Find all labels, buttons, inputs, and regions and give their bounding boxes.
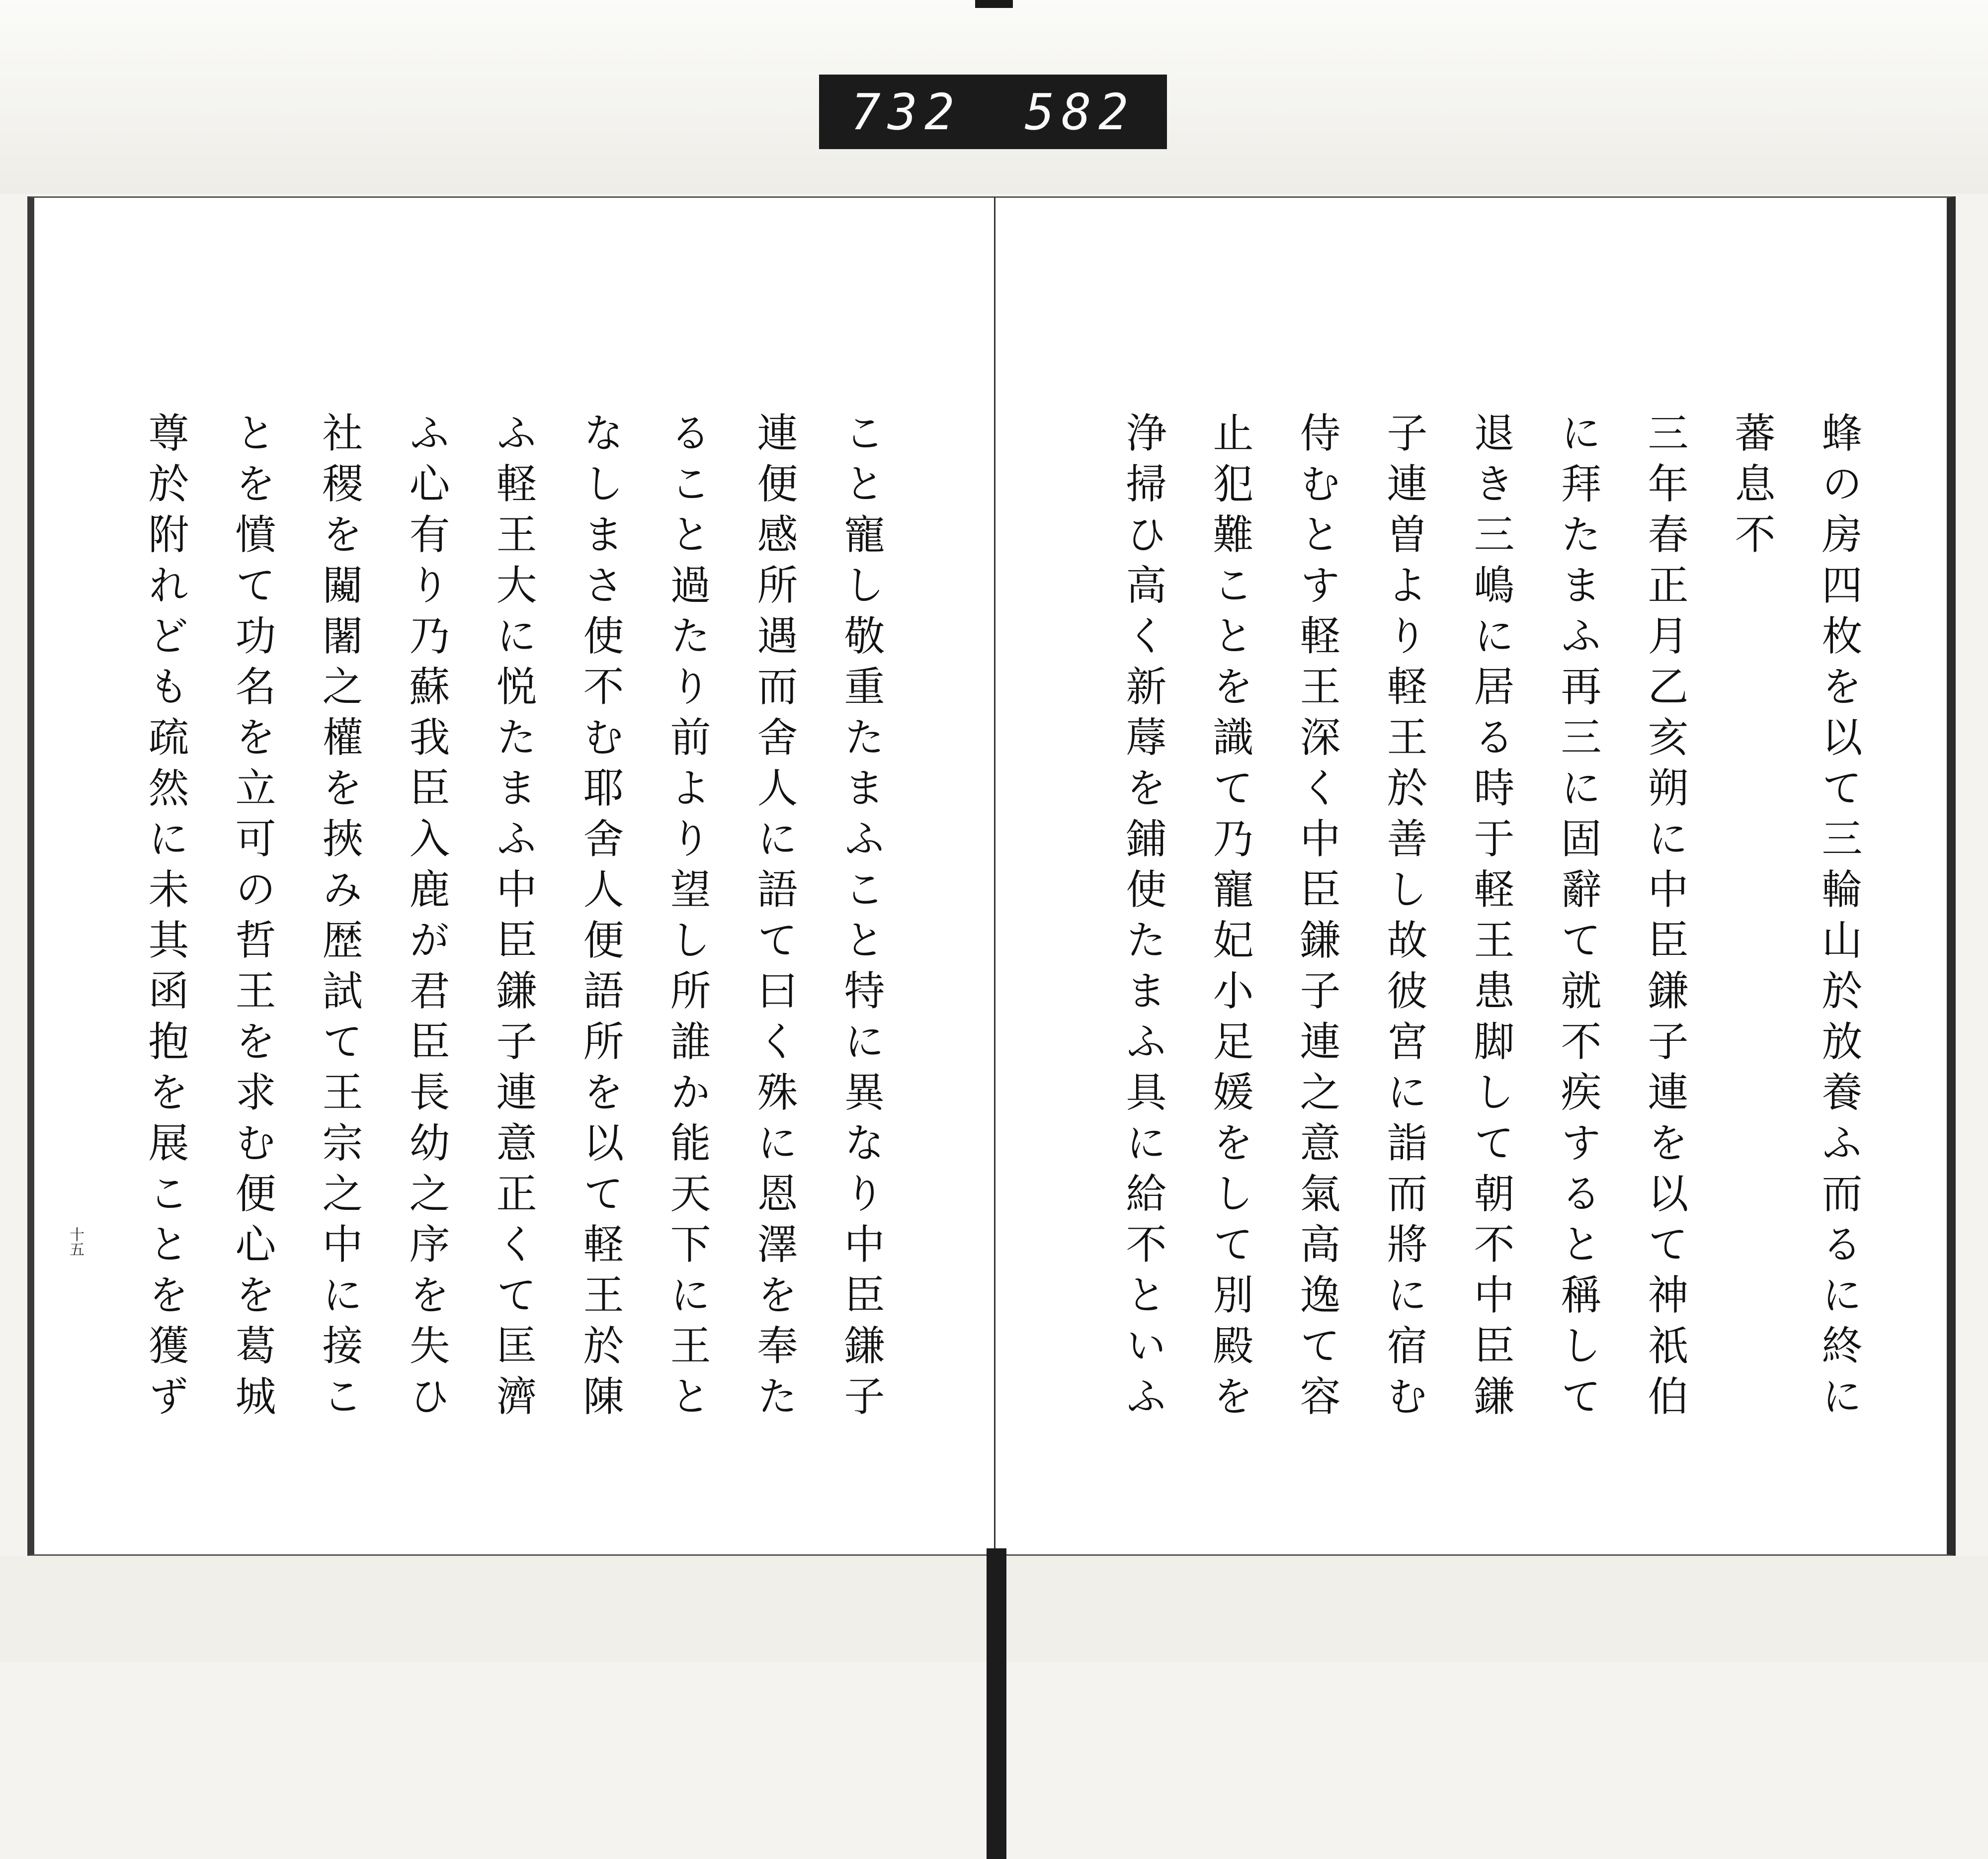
text-line: こと寵し敬重たまふこと特に異なり中臣鎌子 (837, 412, 885, 1426)
open-book (27, 196, 1956, 1556)
archive-number-right: 582 (1024, 83, 1136, 141)
page-folio: 十五 (67, 1227, 84, 1257)
archive-number-left: 732 (850, 83, 962, 141)
text-line: なしまさ使不む耶舍人便語所を以て軽王於陳 (577, 412, 624, 1426)
left-page (27, 196, 994, 1556)
text-line: 浄掃ひ高く新蓐を鋪使たまふ具に給不といふ (1119, 412, 1166, 1426)
right-page (994, 196, 1956, 1556)
text-line: 退き三嶋に居る時于軽王患脚して朝不中臣鎌 (1467, 412, 1514, 1426)
text-line: 止犯難ことを識て乃寵妃小足媛をして別殿を (1206, 412, 1253, 1426)
text-line: 子連曽より軽王於善し故彼宮に詣而將に宿む (1380, 412, 1427, 1426)
book-gutter (987, 1548, 1006, 1859)
text-line: 三年春正月乙亥朔に中臣鎌子連を以て神祇伯 (1641, 412, 1688, 1426)
text-line: 尊於附れども疏然に未其函抱を展ことを獲ず (142, 412, 189, 1426)
text-line: ること過たり前より望し所誰か能天下に王と (663, 412, 711, 1426)
text-line: 蜂の房四枚を以て三輪山於放養ふ而るに終に (1815, 412, 1862, 1426)
text-line: ふ軽王大に悦たまふ中臣鎌子連意正くて匡濟 (490, 412, 537, 1426)
binding-mark (975, 0, 1013, 8)
archive-id-label (819, 75, 1167, 149)
left-page-text (122, 412, 905, 1605)
text-line: 蕃息不 (1728, 412, 1775, 564)
text-line: 社稷を闚闍之權を挾み歴試て王宗之中に接こ (316, 412, 363, 1426)
text-line: とを憤て功名を立可の哲王を求む便心を葛城 (229, 412, 276, 1426)
right-page-text (1099, 412, 1882, 1605)
text-line: ふ心有り乃蘇我臣入鹿が君臣長幼之序を失ひ (403, 412, 450, 1426)
text-line: 侍むとす軽王深く中臣鎌子連之意氣高逸て容 (1293, 412, 1340, 1426)
text-line: に拜たまふ再三に固辭て就不疾すると稱して (1554, 412, 1601, 1426)
text-line: 連便感所遇而舍人に語て曰く殊に恩澤を奉た (750, 412, 798, 1426)
